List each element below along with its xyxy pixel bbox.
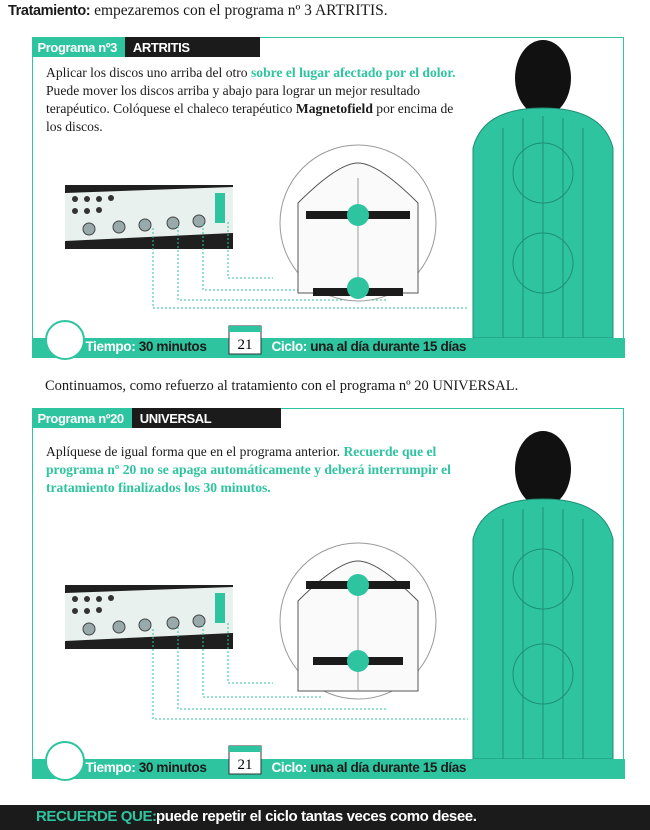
timing-bar bbox=[32, 759, 625, 779]
vest-figure bbox=[463, 429, 623, 759]
program-tab bbox=[32, 408, 282, 428]
intro-text: empezaremos con el programa nº 3 ARTRITIS. bbox=[90, 2, 388, 19]
reminder-bar bbox=[0, 805, 650, 830]
program-name: ARTRITIS bbox=[125, 37, 260, 57]
intro-line bbox=[8, 2, 388, 20]
program-name: UNIVERSAL bbox=[132, 408, 282, 428]
vest-figure bbox=[463, 38, 623, 338]
cycle-info: Ciclo: una al día durante 15 días bbox=[271, 759, 467, 775]
clock-icon bbox=[45, 741, 85, 781]
program-number: Programa nº20 bbox=[32, 408, 132, 428]
clock-icon bbox=[45, 320, 85, 360]
calendar-icon bbox=[228, 325, 262, 355]
calendar-icon bbox=[228, 745, 262, 775]
instructions-text: Aplíquese de igual forma que en el programa anterior. Recuerde que el programa nº 20 no se apaga automáticamente y deberá interrumpir el tratamiento finalizados los 30 minutos. bbox=[46, 444, 451, 495]
cycle-info: Ciclo: una al día durante 15 días bbox=[271, 338, 467, 354]
time-info: Tiempo: 30 minutos bbox=[85, 338, 207, 354]
reminder-text: puede repetir el ciclo tantas veces como desee. bbox=[156, 808, 477, 825]
back-illustration bbox=[278, 541, 438, 701]
back-illustration bbox=[278, 143, 438, 303]
program-tab bbox=[32, 37, 260, 57]
continuation-text: Continuamos, como refuerzo al tratamiento con el programa nº 20 UNIVERSAL. bbox=[45, 378, 519, 394]
intro-label: Tratamiento: bbox=[8, 3, 91, 19]
time-info: Tiempo: 30 minutos bbox=[85, 759, 207, 775]
timing-bar bbox=[32, 338, 625, 358]
reminder-label: RECUERDE QUE: bbox=[36, 808, 157, 825]
program-number: Programa nº3 bbox=[32, 37, 125, 57]
program-3-section bbox=[32, 37, 624, 357]
instructions-text: Aplicar los discos uno arriba del otro sobre el lugar afectado por el dolor. Puede mover los discos arriba y abajo para lograr un mejor resultado terapéutico. Colóquese el chaleco terapéutico Magnetofield por encima de los discos. bbox=[46, 65, 456, 134]
calendar-number: 21 bbox=[237, 757, 253, 773]
calendar-number: 21 bbox=[237, 337, 253, 353]
program-20-section bbox=[32, 408, 624, 778]
